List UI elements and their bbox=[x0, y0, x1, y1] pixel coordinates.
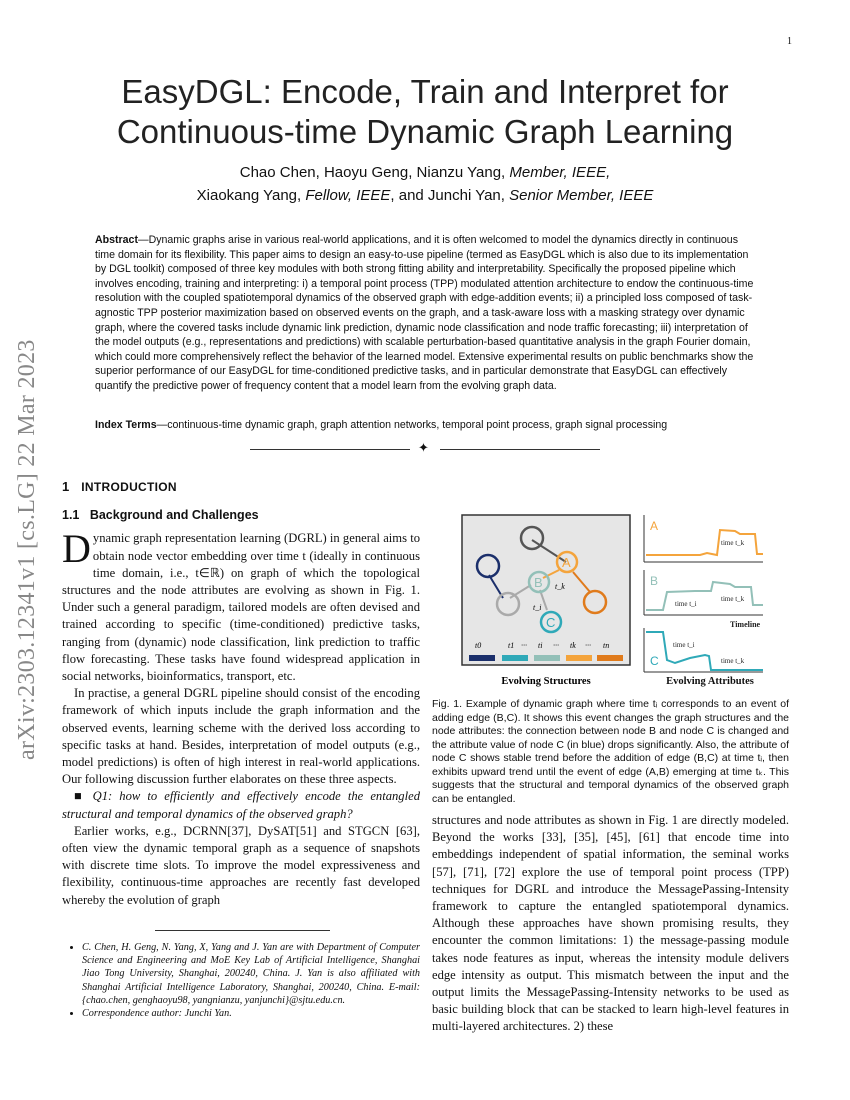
section-title: INTRODUCTION bbox=[81, 480, 177, 494]
footnotes bbox=[62, 941, 420, 1020]
author-text: Xiaokang Yang, bbox=[196, 187, 306, 204]
node-c-label: C bbox=[546, 615, 556, 630]
index-terms-text: —continuous-time dynamic graph, graph attention networks, temporal point process, graph signal processing bbox=[156, 419, 668, 431]
annotation-time-tk: time t_k bbox=[721, 657, 745, 665]
footnote-correspondence: • Correspondence author: Junchi Yan. bbox=[82, 1007, 420, 1020]
timeline-label: ti bbox=[538, 641, 543, 650]
paper-title: EasyDGL: Encode, Train and Interpret for Continuous-time Dynamic Graph Learning bbox=[116, 73, 734, 150]
index-terms-label: Index Terms bbox=[95, 419, 157, 431]
author-title: Senior Member, IEEE bbox=[509, 187, 654, 204]
evolving-attributes-panel bbox=[644, 515, 763, 687]
drop-cap: D bbox=[62, 526, 91, 572]
index-terms bbox=[95, 419, 755, 431]
divider-diamond: ✦ bbox=[418, 440, 429, 455]
author-text: , and Junchi Yan, bbox=[390, 187, 510, 204]
footnote-affiliation: • C. Chen, H. Geng, N. Yang, X, Yang and J. Yan are with Department of Computer Science and Engineering and MoE Key Lab of Artificial Intelligence, Shanghai Jiao Tong University, Shanghai, 200240, China. J. Yan is also affiliated with Shanghai Artificial Intelligence Laboratory, Shanghai, 200240, China. E-mail: {chao.chen, genghaoyu98, yangnianzu, yanjunchi}@sjtu.edu.cn. bbox=[82, 941, 420, 1007]
subsection-title: Background and Challenges bbox=[89, 508, 259, 523]
section-divider bbox=[250, 440, 600, 457]
timeline-label: t1 bbox=[508, 641, 515, 650]
figure-1 bbox=[455, 510, 785, 690]
section-heading bbox=[62, 478, 420, 496]
paragraph: In practise, a general DGRL pipeline should consist of the encoding framework of which inputs include the graph information and the observed events, learning scheme with the derived loss according to specific tasks at hand. Besides, interpretation of model outputs (e.g., model predictions) is often of high interest in real-world applications. Our following discussion further elaborates on these three aspects. bbox=[62, 686, 420, 787]
edge-label-tk: t_k bbox=[555, 582, 565, 591]
evolving-structures-panel bbox=[462, 515, 630, 687]
figure-caption: Fig. 1. Example of dynamic graph where time tᵢ corresponds to an event of adding edge (B,C). It shows this event changes the graph structures and the node attributes: the connection between node B and node C is changed and the attribute value of node C (in blue) drops significantly. Also, the attribute of node C shows stable trend before the addition of edge (B,C) at time tᵢ, then exhibits upward trend until the event of edge (A,B) emerging at time tₖ. This suggests that the structural and temporal dynamics of the observed graph can be entangled. bbox=[432, 698, 790, 805]
timeline-label: ··· bbox=[553, 641, 559, 650]
timeline-label: tn bbox=[603, 641, 610, 650]
timeline-label: t0 bbox=[475, 641, 482, 650]
attr-a-label: A bbox=[650, 519, 659, 533]
paragraph: structures and node attributes as shown in Fig. 1 are directly modeled. Beyond the works [33], [35], [45], [61] that encode time into embeddings independent of spatial information, the seminal works [57], [71], [72] explore the use of temporal point process (TPP) techniques for DGRL and introduce the MessagePassing-Intensity framework to capture the entangled spatiotemporal dynamics. Although these approaches have shown promising results, they encounter the common limitations: 1) the message-passing module takes node features as input, whereas the intensity module delivers edge intensity as output. This mismatch between the input and the output limits the MessagePassing-Intensity networks to be used as basic building block that can be stacked to learn high-level features in multi-layered architectures. 2) these bbox=[432, 813, 789, 1034]
paragraph: Earlier works, e.g., DCRNN[37], DySAT[51] and STGCN [63], often view the dynamic temporal graph as a sequence of snapshots with discrete time slots. To improve the model expressiveness and flexibility, continuous-time approaches are recently fast developed whereby the evolution of graph bbox=[62, 823, 420, 907]
author-title: Member, IEEE, bbox=[509, 164, 611, 181]
paragraph-text: ynamic graph representation learning (DGRL) in general aims to obtain node vector embedding over time t (ideally in continuous time domain, i.e., t∈ℝ) on graph of which the topological structures and the node attributes are evolving as shown in Fig. 1. Under such a general paradigm, tailored models are often devised and trained according to specific (time-conditioned) predictive tasks, ranging from (dynamic) node classification, link prediction to traffic flow forecasting. These tasks have found widespread application in social networks, bioinformatics, transport, etc. bbox=[62, 531, 420, 684]
section-number: 1 bbox=[62, 479, 70, 494]
right-panel-title: Evolving Attributes bbox=[666, 676, 754, 687]
subsection-heading bbox=[62, 507, 420, 524]
timeline-label: ··· bbox=[585, 641, 591, 650]
footnote-rule bbox=[155, 930, 330, 931]
authors bbox=[60, 161, 790, 207]
annotation-time-ti: time t_i bbox=[675, 600, 697, 608]
subsection-number: 1.1 bbox=[62, 508, 80, 523]
intro-paragraph bbox=[62, 526, 420, 685]
timeline-axis-label: Timeline bbox=[730, 620, 761, 629]
attr-b-label: B bbox=[650, 574, 659, 588]
question-q1: ■ Q1: how to efficiently and effectively encode the entangled structural and temporal dynamics of the observed graph? bbox=[62, 789, 420, 821]
edge-label-ti: t_i bbox=[533, 603, 542, 612]
arxiv-identifier: arXiv:2303.12341v1 [cs.LG] 22 Mar 2023 bbox=[14, 339, 40, 760]
timeline-label: ··· bbox=[521, 641, 527, 650]
annotation-time-tk: time t_k bbox=[721, 539, 745, 547]
right-column bbox=[432, 812, 789, 1036]
annotation-time-tk: time t_k bbox=[721, 595, 745, 603]
left-column bbox=[62, 478, 420, 909]
node-b-label: B bbox=[534, 575, 543, 590]
abstract-label: Abstract bbox=[95, 234, 138, 246]
node-a-label: A bbox=[562, 555, 571, 570]
annotation-time-ti: time t_i bbox=[673, 641, 695, 649]
attr-c-label: C bbox=[650, 654, 659, 668]
abstract bbox=[95, 233, 755, 394]
author-title: Fellow, IEEE bbox=[305, 187, 391, 204]
author-text: Chao Chen, Haoyu Geng, Nianzu Yang, bbox=[239, 164, 510, 181]
abstract-text: —Dynamic graphs arise in various real-world applications, and it is often welcomed to model the dynamics directly in continuous time domain for its flexibility. This paper aims to design an easy-to-use pipeline (termed as EasyDGL which is also due to its implementation by DGL toolkit) composed of three key modules with both strong fitting ability and interpretability. Specifically the proposed pipeline which involves encoding, training and interpreting: i) a temporal point process (TPP) modulated attention architecture to endow the continuous-time resolution with the coupled spatiotemporal dynamics of the observed graph with edge-addition events; ii) a principled loss composed of task-agnostic TPP posterior maximization based on observed events on the graph, and a task-aware loss with a masking strategy over dynamic graph, where the covered tasks include dynamic link prediction, dynamic node classification and node traffic forecasting; iii) interpretation of the model outputs (e.g., representations and predictions) with scalable perturbation-based quantitative analysis in the graph Fourier domain, which could more comprehensively reflect the behavior of the learned model. Extensive experimental results on public benchmarks show the superior performance of our EasyDGL for time-conditioned predictive tasks, and in particular demonstrate that EasyDGL can effectively quantify the predictive power of frequency content that a model learn from the evolving graph data. bbox=[95, 234, 754, 392]
timeline-label: tk bbox=[570, 641, 576, 650]
page-number: 1 bbox=[787, 36, 792, 47]
left-panel-title: Evolving Structures bbox=[501, 676, 591, 687]
